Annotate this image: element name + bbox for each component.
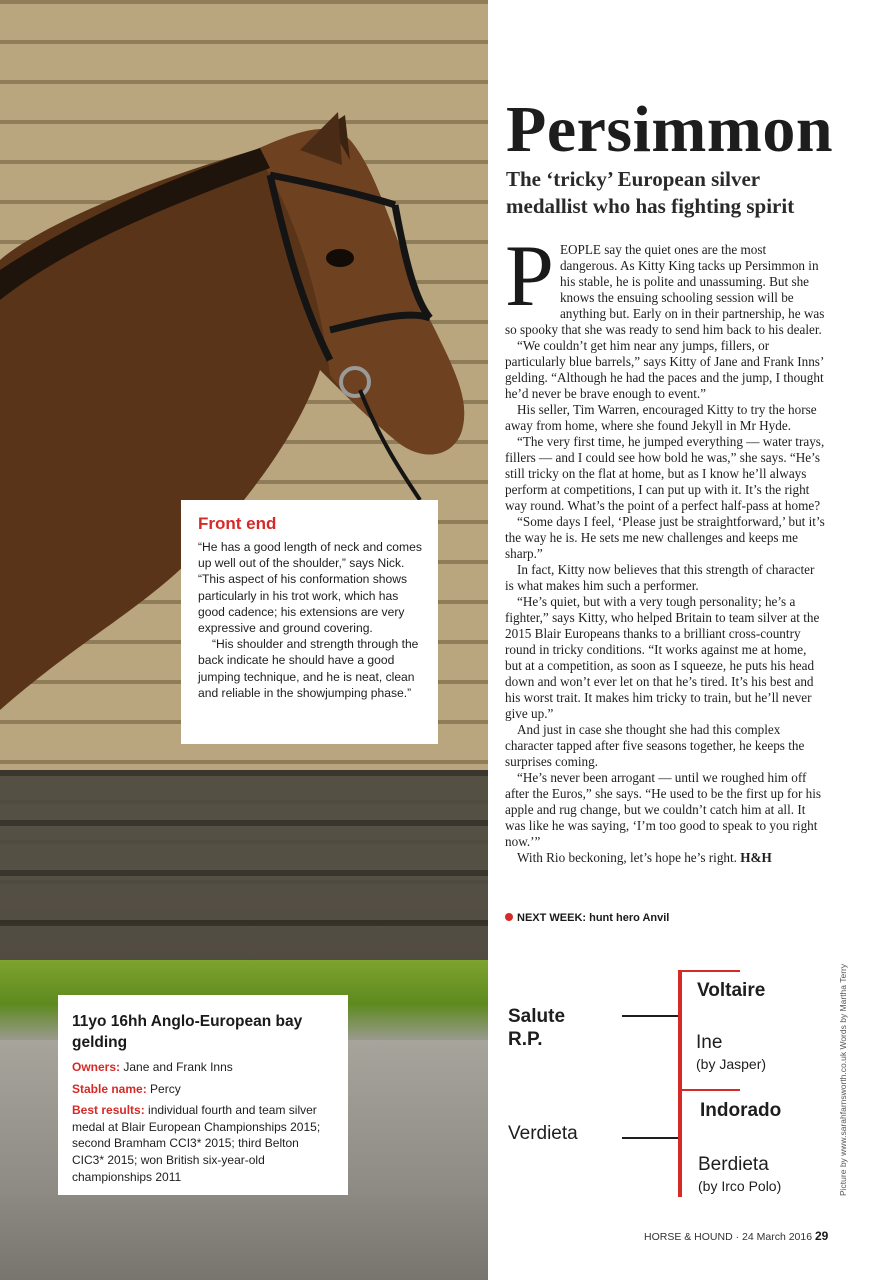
page-folio: HORSE & HOUND · 24 March 2016 29	[644, 1229, 829, 1243]
pedigree-bracket-sire	[678, 970, 682, 1092]
article-paragraph-8: And just in case she thought she had this complex character tapped after five seasons together, he keeps the surprises coming.	[505, 722, 805, 769]
article-paragraph-4: “The very first time, he jumped everything — water trays, fillers — and I could see how bold he was,” she says. “He’s still tricky on the flat at home, but as I know he’ll always perform at competitions, I can put up with it. It’s the right way round. What’s the point of a perfect half-pass at home?	[505, 434, 825, 513]
pedigree-dam-sire: Indorado	[700, 1100, 782, 1121]
owners-line	[72, 1059, 334, 1076]
issue-date: 24 March 2016	[742, 1231, 813, 1243]
pedigree-bracket-sire-top	[678, 970, 740, 972]
pedigree-dam: Verdieta	[508, 1123, 578, 1144]
stats-heading: 11yo 16hh Anglo-European bay gelding	[72, 1013, 303, 1051]
article-paragraph-3: His seller, Tim Warren, encouraged Kitty to try the horse away from home, where she found Jekyll in Mr Hyde.	[505, 402, 817, 433]
article-paragraph-9: “He’s never been arrogant — until we roughed him off after the Euros,” she says. “He used to be the first up for his apple and rug change, but we couldn’t catch him at all. It was like he was saying, ‘I’m too good to speak to you right now.’”	[505, 770, 822, 849]
owners-label: Owners:	[72, 1060, 121, 1074]
pedigree-dam-dam: Berdieta	[698, 1154, 769, 1175]
article-subtitle: The ‘tricky’ European silver medallist who has fighting spirit	[506, 167, 795, 218]
page-number: 29	[815, 1229, 829, 1243]
best-results-value: individual fourth and team silver medal at Blair European Championships 2015; second Bramham CCI3* 2015; third Belton CIC3* 2015; won British six-year-old championships 2011	[72, 1103, 321, 1184]
article-paragraph-6: In fact, Kitty now believes that this strength of character is what makes him such a performer.	[505, 562, 815, 593]
pedigree-sire: Salute R.P.	[508, 1006, 566, 1050]
pedigree-bracket-dam	[678, 1089, 682, 1197]
pedigree-sire-dam: Ine	[696, 1032, 723, 1053]
pedigree-sire-dam-by: (by Jasper)	[696, 1056, 767, 1072]
photo-credit: Picture by www.sarahfarnsworth.co.uk Words by Martha Terry	[838, 963, 848, 1196]
pedigree-line-dam	[622, 1137, 680, 1139]
best-results-line	[72, 1102, 334, 1185]
publication-name: HORSE & HOUND	[644, 1231, 733, 1243]
front-end-paragraph-2: “His shoulder and strength through the back indicate he should have a good jumping technique, and he is neat, clean and reliable in the showjumping phase.”	[198, 637, 419, 700]
article-body	[505, 228, 825, 866]
pedigree-dam-dam-by: (by Irco Polo)	[698, 1178, 782, 1194]
front-end-box	[181, 500, 438, 744]
pedigree-bracket-dam-top	[678, 1089, 740, 1091]
article-paragraph-7: “He’s quiet, but with a very tough personality; he’s a fighter,” says Kitty, who helped Britain to team silver at the 2015 Blair Europeans thanks to a brilliant cross-country round in tricky conditions. “It works against me at home, but at a competition, as soon as I squeeze, he puts his head down and won’t ever let on that he’s tired. It’s his best and his worst trait. It makes him tricky to train, but he’ll never give up.”	[505, 594, 820, 721]
red-bullet-icon	[505, 913, 513, 921]
signoff: H&H	[740, 850, 772, 865]
next-week-teaser: NEXT WEEK: hunt hero Anvil	[505, 912, 669, 924]
stable-name-label: Stable name:	[72, 1081, 147, 1096]
pedigree-line-sire	[622, 1015, 680, 1017]
article-title: Persimmon	[506, 93, 834, 166]
drop-cap: P	[505, 228, 554, 325]
stable-name-line	[72, 1081, 334, 1098]
article-paragraph-1: PEOPLE say the quiet ones are the most dangerous. As Kitty King tacks up Persimmon in his stable, he is polite and unassuming. But she knows the ensuing schooling session will be anything but. Early on in their partnership, he was so spooky that she was ready to send him back to his dealer.	[505, 228, 825, 337]
best-results-label: Best results:	[72, 1103, 145, 1118]
stable-name-value: Percy	[150, 1081, 181, 1096]
owners-value: Jane and Frank Inns	[123, 1060, 233, 1074]
front-end-paragraph-1: “He has a good length of neck and comes up well out of the shoulder,” says Nick. “This aspect of his conformation shows particularly in his trot work, which has good cadence; his extensions are very expressive and ground covering.	[198, 540, 422, 636]
article-paragraph-2: “We couldn’t get him near any jumps, fillers, or particularly blue barrels,” says Kitty of Jane and Frank Inns’ gelding. “Although he had the paces and the jump, I thought he’d never be brave enough to event.”	[505, 338, 824, 401]
front-end-heading: Front end	[198, 514, 277, 533]
article-paragraph-10: With Rio beckoning, let’s hope he’s right. H&H	[517, 850, 772, 865]
horse-stats-box	[58, 995, 348, 1195]
pedigree-sire-sire: Voltaire	[697, 980, 766, 1001]
article-paragraph-5: “Some days I feel, ‘Please just be straightforward,’ but it’s the way he is. He sets me new challenges and keeps me sharp.”	[505, 514, 825, 561]
